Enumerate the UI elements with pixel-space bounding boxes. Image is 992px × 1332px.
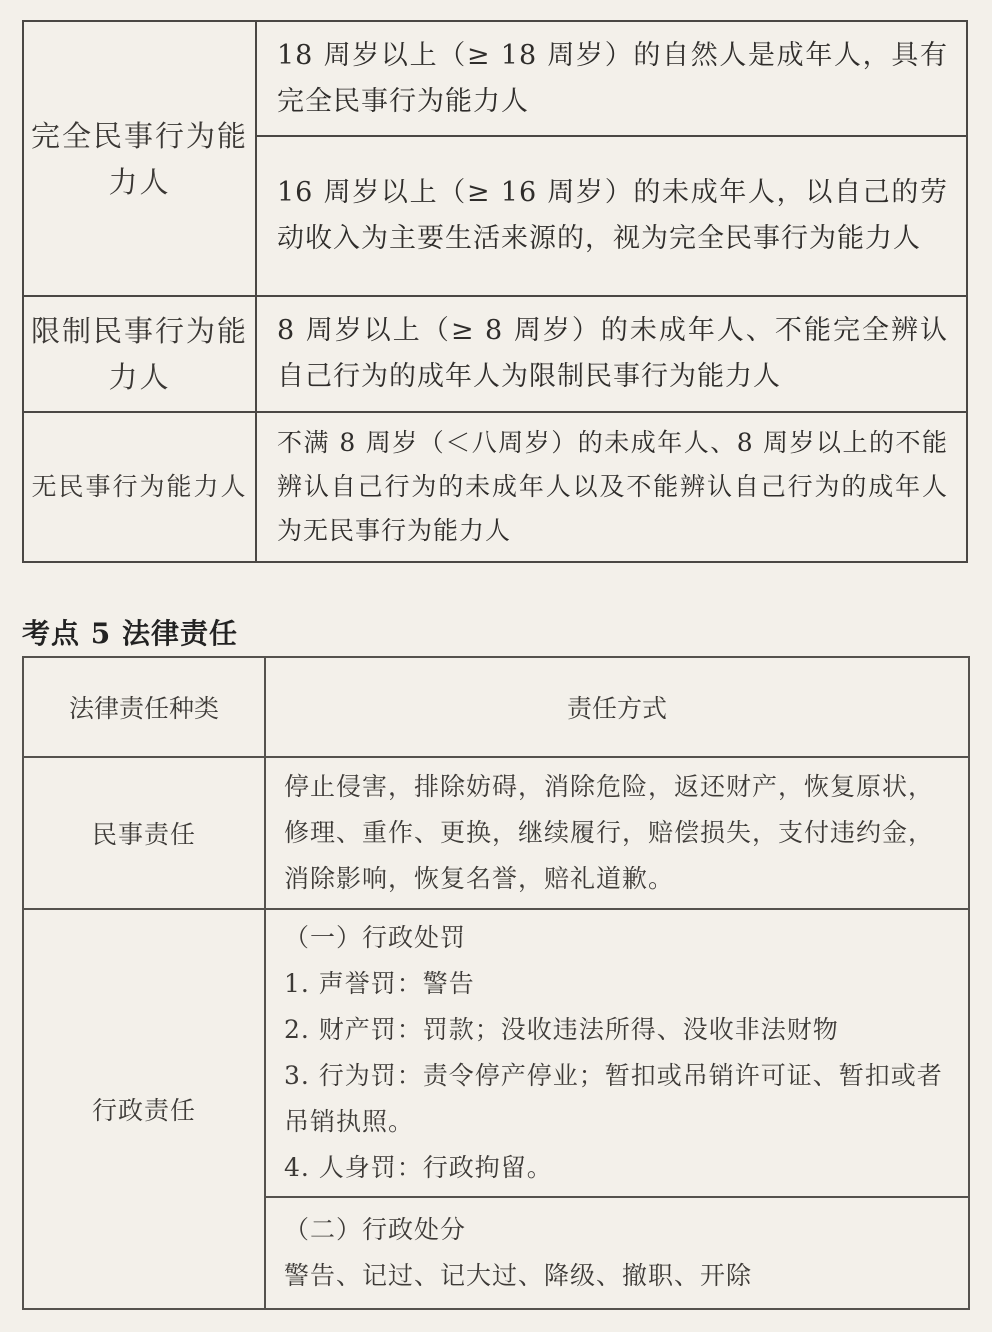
- no-capacity-entry: 不满 8 周岁（＜八周岁）的未成年人、8 周岁以上的不能辨认自己行为的未成年人以及不能辨认自己行为的成年人为无民事行为能力人: [256, 412, 967, 562]
- administrative-sanction-cell: [265, 1197, 969, 1309]
- penalty-item-property: 2. 财产罚：罚款；没收违法所得、没收非法财物: [284, 1015, 839, 1044]
- administrative-sanction-text: 警告、记过、记大过、降级、撤职、开除: [284, 1261, 753, 1290]
- penalty-item-personal: 4. 人身罚：行政拘留。: [284, 1153, 553, 1182]
- full-capacity-entry-minor: 16 周岁以上（≥ 16 周岁）的未成年人，以自己的劳动收入为主要生活来源的，视为完全民事行为能力人: [256, 136, 967, 296]
- limited-capacity-entry: 8 周岁以上（≥ 8 周岁）的未成年人、不能完全辨认自己行为的成年人为限制民事行为能力人: [256, 296, 967, 412]
- administrative-sanction-title: （二）行政处分: [284, 1215, 467, 1244]
- penalty-item-conduct: 3. 行为罚：责令停产停业；暂扣或吊销许可证、暂扣或者吊销执照。: [284, 1061, 943, 1136]
- administrative-liability-label: 行政责任: [23, 909, 265, 1309]
- full-capacity-label: 完全民事行为能力人: [23, 21, 256, 296]
- administrative-penalty-title: （一）行政处罚: [284, 923, 467, 952]
- civil-liability-label: 民事责任: [23, 757, 265, 909]
- civil-liability-text: 停止侵害，排除妨碍，消除危险，返还财产，恢复原状，修理、重作、更换，继续履行，赔偿损失，支付违约金，消除影响，恢复名誉，赔礼道歉。: [265, 757, 969, 909]
- header-liability-method: 责任方式: [265, 657, 969, 757]
- capacity-table: [22, 20, 968, 563]
- limited-capacity-label: 限制民事行为能力人: [23, 296, 256, 412]
- no-capacity-label: 无民事行为能力人: [23, 412, 256, 562]
- penalty-item-reputation: 1. 声誉罚：警告: [284, 969, 475, 998]
- legal-liability-table: [22, 656, 970, 1310]
- administrative-penalty-cell: [265, 909, 969, 1197]
- header-liability-type: 法律责任种类: [23, 657, 265, 757]
- full-capacity-entry-adult: 18 周岁以上（≥ 18 周岁）的自然人是成年人，具有完全民事行为能力人: [256, 21, 967, 136]
- section-title: 考点 5 法律责任: [22, 617, 238, 650]
